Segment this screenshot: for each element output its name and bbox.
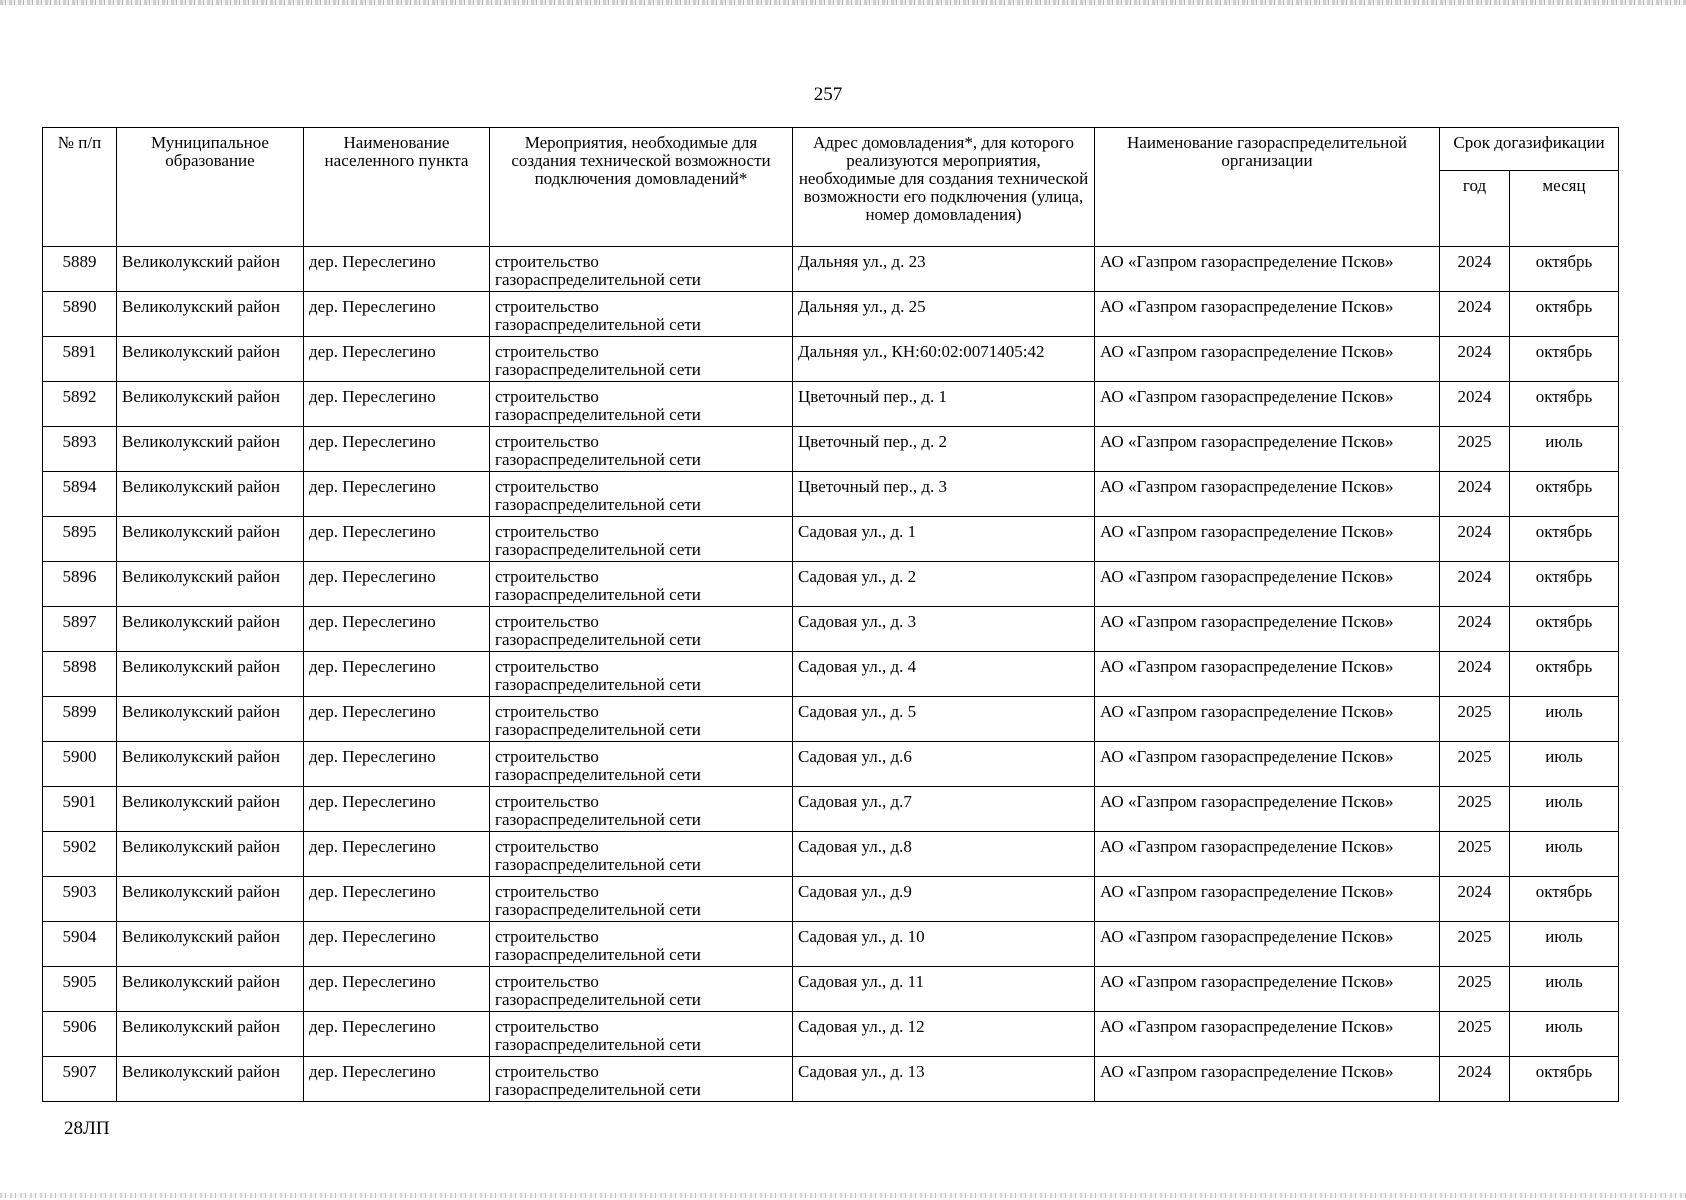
cell-measures [490,292,793,337]
cell-organization: АО «Газпром газораспределение Псков» [1095,517,1440,562]
cell-year: 2025 [1440,742,1510,787]
cell-organization: АО «Газпром газораспределение Псков» [1095,787,1440,832]
cell-municipality: Великолукский район [117,247,304,292]
cell-address: Цветочный пер., д. 2 [793,427,1095,472]
cell-month: октябрь [1510,652,1619,697]
cell-address: Цветочный пер., д. 1 [793,382,1095,427]
table-row [43,382,1619,427]
table-row [43,787,1619,832]
header-address: Адрес домовладения*, для которого реализуются мероприятия, необходимые для создания технической возможности его подключения (улица, номер домовладения) [793,128,1095,247]
table-row [43,427,1619,472]
cell-month: октябрь [1510,1057,1619,1102]
cell-settlement: дер. Переслегино [304,832,490,877]
measures-line-2: газораспределительной сети [495,270,701,289]
measures-line-1: строительство [495,1017,599,1036]
header-organization: Наименование газораспределительной организации [1095,128,1440,247]
measures-line-1: строительство [495,927,599,946]
table-row [43,877,1619,922]
header-municipality: Муниципальное образование [117,128,304,247]
cell-measures [490,607,793,652]
cell-municipality: Великолукский район [117,337,304,382]
cell-organization: АО «Газпром газораспределение Псков» [1095,652,1440,697]
measures-line-1: строительство [495,432,599,451]
cell-measures [490,697,793,742]
header-measures: Мероприятия, необходимые для создания технической возможности подключения домовладений* [490,128,793,247]
cell-measures [490,787,793,832]
cell-municipality: Великолукский район [117,832,304,877]
cell-measures [490,517,793,562]
gasification-table [42,127,1619,1102]
cell-year: 2024 [1440,562,1510,607]
table-row [43,472,1619,517]
cell-settlement: дер. Переслегино [304,292,490,337]
measures-line-1: строительство [495,1062,599,1081]
cell-month: июль [1510,742,1619,787]
measures-line-1: строительство [495,702,599,721]
cell-year: 2024 [1440,382,1510,427]
measures-line-2: газораспределительной сети [495,450,701,469]
cell-settlement: дер. Переслегино [304,877,490,922]
cell-organization: АО «Газпром газораспределение Псков» [1095,1012,1440,1057]
cell-year: 2024 [1440,652,1510,697]
table-row [43,1012,1619,1057]
cell-month: октябрь [1510,247,1619,292]
cell-municipality: Великолукский район [117,427,304,472]
measures-line-1: строительство [495,387,599,406]
cell-address: Садовая ул., д. 10 [793,922,1095,967]
measures-line-2: газораспределительной сети [495,990,701,1009]
table-row [43,652,1619,697]
cell-measures [490,652,793,697]
cell-municipality: Великолукский район [117,787,304,832]
cell-municipality: Великолукский район [117,517,304,562]
cell-month: июль [1510,427,1619,472]
cell-num: 5891 [43,337,117,382]
cell-num: 5901 [43,787,117,832]
cell-address: Садовая ул., д. 1 [793,517,1095,562]
cell-address: Садовая ул., д.6 [793,742,1095,787]
cell-municipality: Великолукский район [117,472,304,517]
cell-address: Дальняя ул., д. 25 [793,292,1095,337]
measures-line-2: газораспределительной сети [495,1035,701,1054]
measures-line-2: газораспределительной сети [495,630,701,649]
cell-num: 5890 [43,292,117,337]
measures-line-1: строительство [495,747,599,766]
measures-line-1: строительство [495,657,599,676]
table-row [43,1057,1619,1102]
cell-num: 5895 [43,517,117,562]
cell-month: октябрь [1510,877,1619,922]
cell-settlement: дер. Переслегино [304,1012,490,1057]
cell-settlement: дер. Переслегино [304,607,490,652]
table-row [43,697,1619,742]
cell-settlement: дер. Переслегино [304,382,490,427]
cell-num: 5900 [43,742,117,787]
cell-settlement: дер. Переслегино [304,652,490,697]
cell-num: 5905 [43,967,117,1012]
cell-municipality: Великолукский район [117,562,304,607]
header-settlement: Наименование населенного пункта [304,128,490,247]
cell-measures [490,1057,793,1102]
cell-organization: АО «Газпром газораспределение Псков» [1095,967,1440,1012]
page-number: 257 [813,84,843,105]
cell-organization: АО «Газпром газораспределение Псков» [1095,697,1440,742]
cell-month: октябрь [1510,607,1619,652]
cell-month: октябрь [1510,517,1619,562]
cell-measures [490,877,793,922]
cell-address: Садовая ул., д. 2 [793,562,1095,607]
cell-settlement: дер. Переслегино [304,922,490,967]
cell-num: 5907 [43,1057,117,1102]
cell-municipality: Великолукский район [117,1012,304,1057]
cell-settlement: дер. Переслегино [304,742,490,787]
cell-year: 2024 [1440,1057,1510,1102]
cell-num: 5902 [43,832,117,877]
measures-line-2: газораспределительной сети [495,810,701,829]
cell-address: Садовая ул., д. 12 [793,1012,1095,1057]
table-row [43,607,1619,652]
cell-settlement: дер. Переслегино [304,517,490,562]
cell-measures [490,922,793,967]
cell-organization: АО «Газпром газораспределение Псков» [1095,922,1440,967]
cell-organization: АО «Газпром газораспределение Псков» [1095,832,1440,877]
measures-line-2: газораспределительной сети [495,765,701,784]
cell-num: 5896 [43,562,117,607]
cell-municipality: Великолукский район [117,652,304,697]
header-num: № п/п [43,128,117,247]
cell-address: Цветочный пер., д. 3 [793,472,1095,517]
measures-line-1: строительство [495,972,599,991]
table-row [43,292,1619,337]
measures-line-1: строительство [495,342,599,361]
cell-settlement: дер. Переслегино [304,787,490,832]
cell-organization: АО «Газпром газораспределение Псков» [1095,742,1440,787]
cell-municipality: Великолукский район [117,922,304,967]
measures-line-1: строительство [495,882,599,901]
measures-line-2: газораспределительной сети [495,945,701,964]
cell-month: октябрь [1510,382,1619,427]
cell-settlement: дер. Переслегино [304,472,490,517]
cell-num: 5898 [43,652,117,697]
cell-num: 5892 [43,382,117,427]
cell-num: 5899 [43,697,117,742]
table-row [43,742,1619,787]
measures-line-2: газораспределительной сети [495,540,701,559]
cell-month: июль [1510,787,1619,832]
cell-measures [490,1012,793,1057]
cell-year: 2025 [1440,1012,1510,1057]
cell-num: 5897 [43,607,117,652]
cell-address: Садовая ул., д.7 [793,787,1095,832]
cell-year: 2024 [1440,337,1510,382]
cell-address: Садовая ул., д.9 [793,877,1095,922]
cell-num: 5894 [43,472,117,517]
table-row [43,922,1619,967]
measures-line-1: строительство [495,297,599,316]
footer-code: 28ЛП [64,1118,110,1139]
cell-municipality: Великолукский район [117,967,304,1012]
cell-settlement: дер. Переслегино [304,967,490,1012]
cell-settlement: дер. Переслегино [304,427,490,472]
cell-organization: АО «Газпром газораспределение Псков» [1095,877,1440,922]
cell-organization: АО «Газпром газораспределение Псков» [1095,337,1440,382]
cell-organization: АО «Газпром газораспределение Псков» [1095,472,1440,517]
cell-settlement: дер. Переслегино [304,337,490,382]
table-row [43,832,1619,877]
cell-year: 2025 [1440,787,1510,832]
cell-organization: АО «Газпром газораспределение Псков» [1095,382,1440,427]
cell-address: Дальняя ул., д. 23 [793,247,1095,292]
cell-address: Садовая ул., д. 5 [793,697,1095,742]
measures-line-1: строительство [495,567,599,586]
cell-organization: АО «Газпром газораспределение Псков» [1095,292,1440,337]
header-year: год [1440,171,1510,247]
measures-line-1: строительство [495,477,599,496]
cell-month: июль [1510,697,1619,742]
cell-address: Садовая ул., д. 3 [793,607,1095,652]
measures-line-2: газораспределительной сети [495,405,701,424]
cell-measures [490,427,793,472]
table-header [43,128,1619,247]
cell-measures [490,382,793,427]
cell-measures [490,967,793,1012]
cell-organization: АО «Газпром газораспределение Псков» [1095,247,1440,292]
measures-line-1: строительство [495,792,599,811]
measures-line-1: строительство [495,522,599,541]
measures-line-2: газораспределительной сети [495,855,701,874]
cell-municipality: Великолукский район [117,382,304,427]
cell-month: октябрь [1510,472,1619,517]
cell-address: Садовая ул., д. 4 [793,652,1095,697]
cell-measures [490,472,793,517]
cell-municipality: Великолукский район [117,877,304,922]
cell-month: июль [1510,922,1619,967]
table-row [43,517,1619,562]
cell-address: Садовая ул., д. 13 [793,1057,1095,1102]
cell-settlement: дер. Переслегино [304,562,490,607]
cell-num: 5904 [43,922,117,967]
cell-year: 2025 [1440,427,1510,472]
measures-line-2: газораспределительной сети [495,720,701,739]
cell-organization: АО «Газпром газораспределение Псков» [1095,427,1440,472]
table-row [43,562,1619,607]
table-row [43,247,1619,292]
cell-municipality: Великолукский район [117,742,304,787]
cell-num: 5889 [43,247,117,292]
measures-line-2: газораспределительной сети [495,360,701,379]
cell-num: 5893 [43,427,117,472]
header-month: месяц [1510,171,1619,247]
cell-year: 2024 [1440,472,1510,517]
cell-year: 2025 [1440,922,1510,967]
cell-num: 5903 [43,877,117,922]
cell-municipality: Великолукский район [117,697,304,742]
table-row [43,337,1619,382]
cell-year: 2024 [1440,247,1510,292]
cell-measures [490,742,793,787]
cell-month: октябрь [1510,292,1619,337]
cell-measures [490,832,793,877]
measures-line-2: газораспределительной сети [495,1080,701,1099]
header-deadline: Срок догазификации [1440,128,1619,171]
scan-edge-bottom [0,1193,1686,1198]
cell-settlement: дер. Переслегино [304,247,490,292]
cell-measures [490,247,793,292]
cell-month: октябрь [1510,337,1619,382]
cell-year: 2025 [1440,967,1510,1012]
cell-year: 2024 [1440,607,1510,652]
measures-line-1: строительство [495,612,599,631]
measures-line-2: газораспределительной сети [495,585,701,604]
cell-num: 5906 [43,1012,117,1057]
cell-year: 2025 [1440,832,1510,877]
cell-year: 2025 [1440,697,1510,742]
cell-address: Садовая ул., д.8 [793,832,1095,877]
cell-measures [490,562,793,607]
cell-measures [490,337,793,382]
cell-month: октябрь [1510,562,1619,607]
cell-year: 2024 [1440,292,1510,337]
measures-line-2: газораспределительной сети [495,495,701,514]
measures-line-2: газораспределительной сети [495,675,701,694]
cell-organization: АО «Газпром газораспределение Псков» [1095,607,1440,652]
cell-municipality: Великолукский район [117,607,304,652]
cell-address: Дальняя ул., КН:60:02:0071405:42 [793,337,1095,382]
cell-address: Садовая ул., д. 11 [793,967,1095,1012]
cell-month: июль [1510,967,1619,1012]
measures-line-2: газораспределительной сети [495,315,701,334]
cell-municipality: Великолукский район [117,292,304,337]
cell-year: 2024 [1440,877,1510,922]
scan-edge-top [0,0,1686,5]
cell-organization: АО «Газпром газораспределение Псков» [1095,1057,1440,1102]
cell-organization: АО «Газпром газораспределение Псков» [1095,562,1440,607]
table-body [43,247,1619,1102]
measures-line-1: строительство [495,252,599,271]
cell-municipality: Великолукский район [117,1057,304,1102]
cell-settlement: дер. Переслегино [304,1057,490,1102]
cell-settlement: дер. Переслегино [304,697,490,742]
measures-line-2: газораспределительной сети [495,900,701,919]
cell-year: 2024 [1440,517,1510,562]
table-row [43,967,1619,1012]
measures-line-1: строительство [495,837,599,856]
cell-month: июль [1510,1012,1619,1057]
cell-month: июль [1510,832,1619,877]
